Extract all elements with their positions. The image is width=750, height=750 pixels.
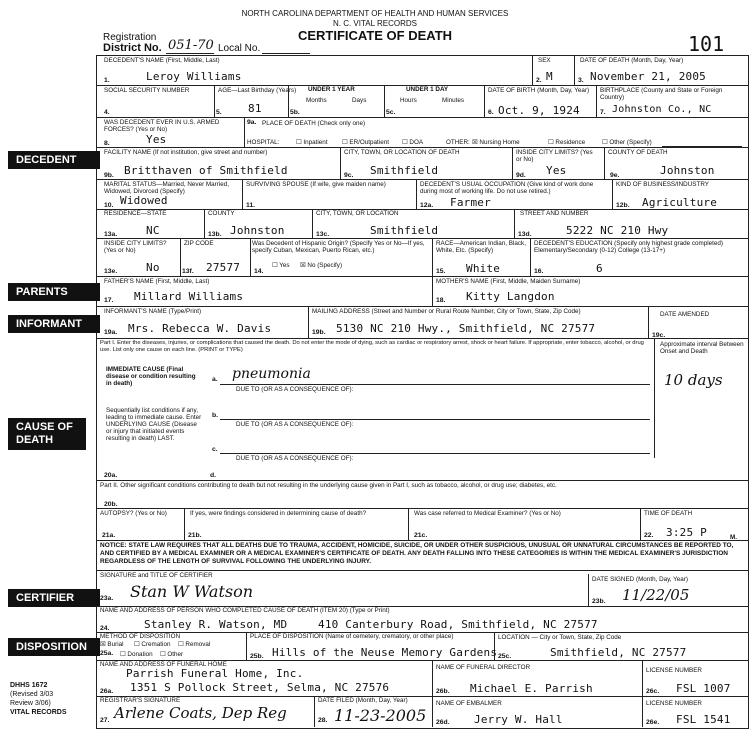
label-street: STREET AND NUMBER [520, 210, 589, 217]
label-race: RACE—American Indian, Black, White, Etc. (Specify) [436, 240, 526, 254]
label-zip: ZIP CODE [184, 240, 214, 247]
removal-label: Removal [185, 641, 211, 648]
immediate-cause-text: IMMEDIATE CAUSE (Final disease or condition resulting in death) [106, 366, 196, 387]
label-hispanic: Was Decedent of Hispanic Origin? (Specify Yes or No—If yes, specify Cuban, Mexican, Puerto Rican, etc.) [252, 240, 425, 254]
cremation-label: Cremation [141, 641, 171, 648]
value-city-town: Smithfield [370, 224, 439, 237]
label-facility: FACILITY NAME (If not institution, give street and number) [104, 149, 268, 156]
label-funeral-home: NAME AND ADDRESS OF FUNERAL HOME [100, 661, 227, 668]
value-city-of-death: Smithfield [370, 164, 439, 177]
value-residence-state: NC [146, 224, 160, 237]
label-place-of-death: PLACE OF DEATH (Check only one) [262, 120, 366, 127]
section-parents: PARENTS [8, 283, 100, 301]
value-informant: Mrs. Rebecca W. Davis [128, 322, 272, 335]
section-disposition: DISPOSITION [8, 638, 100, 656]
value-embalmer: Jerry W. Hall [474, 713, 563, 726]
label-under-1-day: UNDER 1 DAY [406, 86, 449, 93]
value-dob: Oct. 9, 1924 [498, 104, 580, 117]
form-number: DHHS 1672 [10, 682, 48, 689]
checkbox-er[interactable]: ☐ ER/Outpatient [342, 139, 389, 146]
label-due-to-a: DUE TO (OR AS A CONSEQUENCE OF): [236, 386, 354, 393]
value-sex: M [546, 70, 553, 83]
value-time-suffix: M. [730, 534, 737, 541]
label-county-of-death: COUNTY OF DEATH [608, 149, 668, 156]
checkbox-inpatient[interactable]: ☐ Inpatient [296, 139, 328, 146]
registrar-signature: Arlene Coats, Dep Reg [114, 704, 287, 722]
value-date-signed: 11/22/05 [622, 586, 690, 604]
label-residence-state: RESIDENCE—STATE [104, 210, 167, 217]
label-dob: DATE OF BIRTH (Month, Day, Year) [488, 87, 590, 94]
checkbox-donation[interactable]: ☐ Donation [120, 651, 153, 658]
vital-records-title: N. C. VITAL RECORDS [332, 19, 417, 28]
checkbox-other-disposition[interactable]: ☐ Other [160, 651, 184, 658]
value-race: White [466, 262, 501, 275]
label-minutes: Minutes [442, 97, 465, 104]
section-decedent: DECEDENT [8, 151, 100, 169]
label-months: Months [306, 97, 327, 104]
label-registrar: REGISTRAR'S SIGNATURE [100, 697, 181, 704]
certificate-number: 101 [688, 32, 725, 56]
label-location: LOCATION — City or Town, State, Zip Code [498, 634, 622, 641]
label-birthplace: BIRTHPLACE (County and State or Foreign Country) [600, 87, 723, 101]
label-method: METHOD OF DISPOSITION [100, 633, 181, 640]
label-embalmer: NAME OF EMBALMER [436, 700, 502, 707]
label-father: FATHER'S NAME (First, Middle, Last) [104, 278, 210, 285]
label-cert-address: NAME AND ADDRESS OF PERSON WHO COMPLETED CAUSE OF DEATH (ITEM 20) (Type or Print) [100, 607, 390, 614]
label-date-of-death: DATE OF DEATH (Month, Day, Year) [580, 57, 684, 64]
checkbox-nursing-home[interactable]: ☒ Nursing Home [472, 139, 520, 146]
label-mother: MOTHER'S NAME (First, Middle, Maiden Surname) [436, 278, 581, 285]
label-part2: Part II. Other significant conditions contributing to death but not resulting in the underlying cause given in Part I, such as tobacco, alcohol, or drug use; diabetes, etc. [100, 482, 557, 489]
yes-label: Yes [279, 262, 290, 269]
label-spouse: SURVIVING SPOUSE (If wife, give maiden name) [246, 181, 386, 188]
other-specify-label: Other (Specify) [609, 139, 652, 146]
label-me-case: Was case referred to Medical Examiner? (Yes or No) [414, 510, 561, 517]
no-label: No (Specify) [307, 262, 343, 269]
value-birthplace: Johnston Co., NC [612, 104, 712, 115]
section-cause-of-death: CAUSE OF DEATH [8, 418, 86, 450]
label-date-signed: DATE SIGNED (Month, Day, Year) [592, 576, 688, 583]
value-place-disposition: Hills of the Neuse Memory Gardens [272, 646, 498, 659]
value-education: 6 [596, 262, 603, 275]
label-inside-city-2: INSIDE CITY LIMITS? (Yes or No) [104, 240, 167, 254]
checkbox-other[interactable]: ☐ Other (Specify) [602, 139, 652, 146]
er-label: ER/Outpatient [349, 139, 389, 146]
value-cert-name: Stanley R. Watson, MD [144, 618, 288, 631]
value-inside-city: Yes [546, 164, 567, 177]
label-part1: Part I. Enter the diseases, injuries, or complications that caused the death. Do not enter the mode of dying, such as cardiac or respiratory arrest, shock or heart failure. If appropriate, enter tobacco, alcohol, or drug use. List only one cause on each line. (PRINT or TYPE) [100, 340, 644, 353]
label-immediate-cause [106, 366, 202, 387]
value-date-of-death: November 21, 2005 [590, 70, 706, 83]
local-label: Local No. [218, 43, 261, 54]
department-title: NORTH CAROLINA DEPARTMENT OF HEALTH AND HUMAN SERVICES [241, 9, 509, 18]
label-occupation: DECEDENT'S USUAL OCCUPATION (Give kind of work done during most of working life. Do not use retired.) [420, 181, 594, 195]
label-county: COUNTY [208, 210, 235, 217]
label-city-of-death: CITY, TOWN, OR LOCATION OF DEATH [344, 149, 460, 156]
value-father: Millard Williams [134, 290, 244, 303]
nursing-label: Nursing Home [479, 139, 520, 146]
label-autopsy: AUTOPSY? (Yes or No) [100, 510, 167, 517]
label-name: DECEDENT'S NAME (First, Middle, Last) [104, 57, 220, 64]
certifier-signature: Stan W Watson [130, 582, 254, 601]
checkbox-hispanic-no[interactable]: ☒ No (Specify) [300, 262, 343, 269]
label-age: AGE—Last Birthday (Years) [218, 87, 297, 94]
district-label: District No. [103, 42, 162, 54]
label-signature: SIGNATURE and TITLE OF CERTIFIER [100, 572, 213, 579]
label-due-to-c: DUE TO (OR AS A CONSEQUENCE OF): [236, 455, 354, 462]
value-funeral-home-name: Parrish Funeral Home, Inc. [126, 667, 304, 680]
form-review: Review 3/06) [10, 700, 51, 707]
checkbox-hispanic-yes[interactable]: ☐ Yes [272, 262, 290, 269]
value-embalmer-license: FSL 1541 [676, 713, 731, 726]
label-ssn: SOCIAL SECURITY NUMBER [104, 87, 190, 94]
label-time-of-death: TIME OF DEATH [644, 510, 693, 517]
label-armed-forces: WAS DECEDENT EVER IN U.S. ARMED FORCES? (Yes or No) [104, 119, 220, 133]
label-sex: SEX [538, 57, 551, 64]
value-name: Leroy Williams [146, 70, 242, 83]
inpatient-label: Inpatient [303, 139, 328, 146]
value-funeral-director: Michael E. Parrish [470, 682, 593, 695]
label-funeral-director: NAME OF FUNERAL DIRECTOR [436, 664, 531, 671]
label-business: KIND OF BUSINESS/INDUSTRY [616, 181, 709, 188]
label-under-1-year: UNDER 1 YEAR [308, 86, 355, 93]
burial-label: Burial [107, 641, 124, 648]
doa-label: DOA [409, 139, 424, 146]
value-business: Agriculture [642, 196, 718, 209]
checkbox-residence[interactable]: ☐ Residence [548, 139, 586, 146]
label-inside-city: INSIDE CITY LIMITS? (Yes or No) [516, 149, 593, 163]
form-revised: (Revised 3/03 [10, 691, 54, 698]
value-street: 5222 NC 210 Hwy [566, 224, 669, 237]
checkbox-doa[interactable]: ☐ DOA [402, 139, 424, 146]
other2-label: Other [167, 651, 184, 658]
residence-label: Residence [555, 139, 586, 146]
label-date-amended: DATE AMENDED [660, 311, 710, 318]
label-license-2: LICENSE NUMBER [646, 700, 702, 707]
vital-records-footer: VITAL RECORDS [10, 709, 67, 716]
label-interval: Approximate interval Between Onset and Death [660, 341, 744, 355]
label-hours: Hours [400, 97, 417, 104]
value-time-of-death: 3:25 P [666, 526, 707, 539]
checkbox-removal[interactable]: ☐ Removal [178, 641, 211, 648]
value-date-filed: 11-23-2005 [334, 706, 427, 725]
section-certifier: CERTIFIER [8, 589, 100, 607]
section-informant: INFORMANT [8, 315, 100, 333]
value-marital: Widowed [120, 194, 168, 207]
label-city-town: CITY, TOWN, OR LOCATION [316, 210, 399, 217]
label-date-filed: DATE FILED (Month, Day, Year) [318, 697, 408, 704]
value-mailing: 5130 NC 210 Hwy., Smithfield, NC 27577 [336, 322, 596, 335]
label-days: Days [352, 97, 367, 104]
label-informant: INFORMANT'S NAME (Type/Print) [104, 308, 202, 315]
donation-label: Donation [127, 651, 153, 658]
value-mother: Kitty Langdon [466, 290, 555, 303]
value-director-license: FSL 1007 [676, 682, 731, 695]
label-due-to-b: DUE TO (OR AS A CONSEQUENCE OF): [236, 421, 354, 428]
value-facility: Britthaven of Smithfield [124, 164, 288, 177]
registration-label: Registration [103, 32, 157, 43]
value-funeral-home-address: 1351 S Pollock Street, Selma, NC 27576 [130, 681, 390, 694]
value-immediate-cause: pneumonia [232, 366, 311, 382]
certificate-title: CERTIFICATE OF DEATH [297, 28, 453, 43]
label-other: OTHER: [446, 139, 470, 146]
district-value: 051-70 [168, 38, 214, 53]
value-armed-forces: Yes [146, 133, 167, 146]
value-age: 81 [248, 102, 262, 115]
label-place-disposition: PLACE OF DISPOSITION (Name of cemetery, crematory, or other place) [250, 633, 454, 640]
value-cert-address: 410 Canterbury Road, Smithfield, NC 27577 [318, 618, 598, 631]
value-location: Smithfield, NC 27577 [550, 646, 687, 659]
value-county: Johnston [230, 224, 285, 237]
label-education: DECEDENT'S EDUCATION (Specify only highest grade completed) Elementary/Secondary (0-12) College (13-17+) [534, 240, 724, 254]
label-sequential: Sequentially list conditions if any, leading to immediate cause. Enter UNDERLYING CAUSE (Disease or injury that initiated events resulting in death) LAST. [106, 407, 202, 442]
value-occupation: Farmer [450, 196, 491, 209]
label-marital: MARITAL STATUS—Married, Never Married, Widowed, Divorced (Specify) [104, 181, 230, 195]
label-license: LICENSE NUMBER [646, 667, 702, 674]
label-hospital: HOSPITAL: [247, 139, 280, 146]
value-interval: 10 days [664, 371, 723, 389]
label-findings: If yes, were findings considered in determining cause of death? [190, 510, 367, 517]
checkbox-cremation[interactable]: ☐ Cremation [134, 641, 171, 648]
value-zip: 27577 [206, 261, 241, 274]
checkbox-burial[interactable]: ☒ Burial [100, 641, 124, 648]
label-mailing: MAILING ADDRESS (Street and Number or Rural Route Number, City or Town, State, Zip Code) [312, 308, 581, 315]
value-county-of-death: Johnston [660, 164, 715, 177]
value-inside-city-2: No [146, 261, 160, 274]
notice-text: NOTICE: STATE LAW REQUIRES THAT ALL DEATHS DUE TO TRAUMA, ACCIDENT, HOMICIDE, SUICIDE, OR UNDER OTHER SUSPICIOUS, UNUSUAL OR UNNATURAL CIRCUMSTANCES BE REPORTED TO, AND CERTIFIED BY A MEDICAL EXAMINER OR A MEDICAL EXAMINER'S CERTIFICATE OF DEATH. ANY DEATH FALLING INTO THESE CATEGORIES IS WITHIN THE MEDICAL EXAMINER'S JURISDICTION REGARDLESS OF THE LENGTH OF SURVIVAL FOLLOWING THE UNDERLYING INJURY. [100, 542, 734, 565]
